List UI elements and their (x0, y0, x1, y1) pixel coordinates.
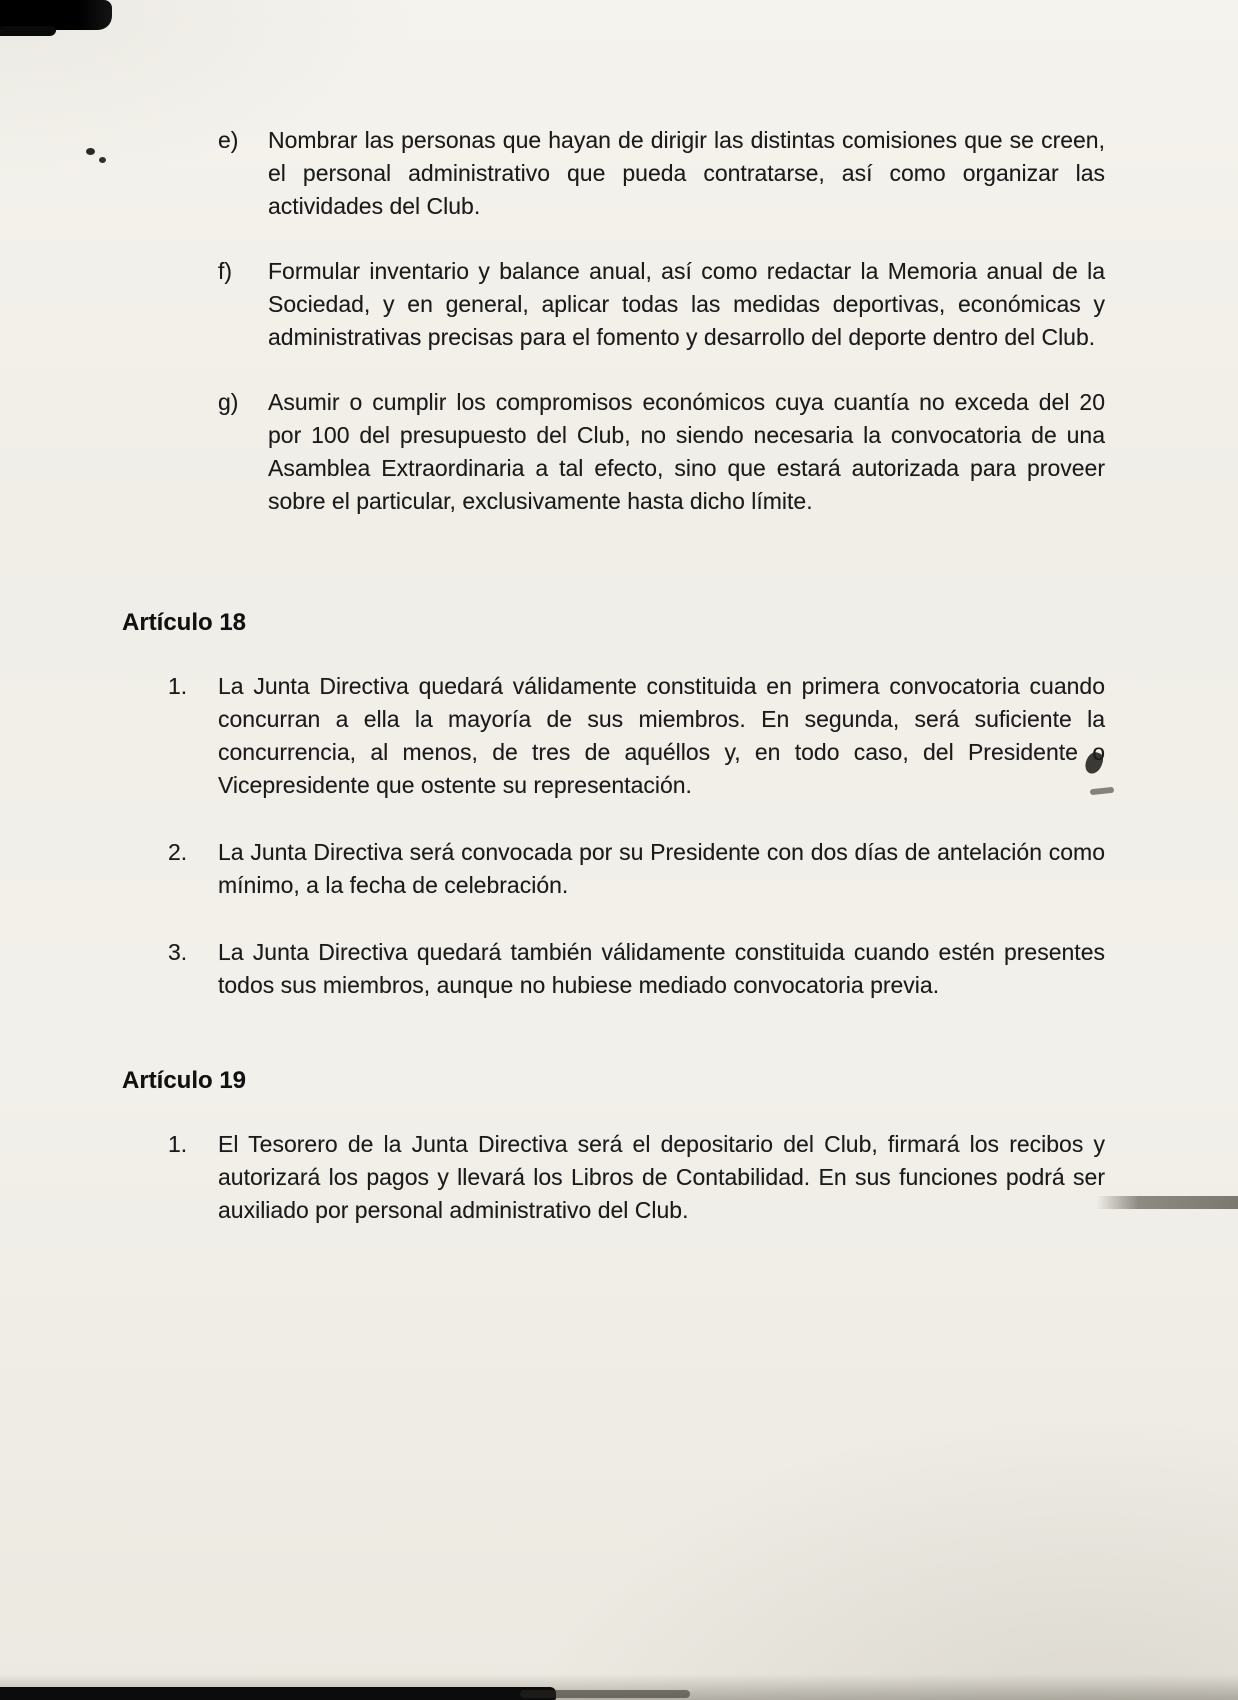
clause-e (218, 124, 1105, 223)
clause-label: f) (218, 258, 233, 284)
clause-g (218, 386, 1105, 518)
item-number: 1. (168, 673, 188, 699)
article-19-items (168, 1128, 1105, 1227)
item-text: La Junta Directiva será convocada por su Presidente con dos días de antelación como mínimo, a la fecha de celebración. (218, 839, 1105, 898)
clause-text: Formular inventario y balance anual, así como redactar la Memoria anual de la Sociedad, y en general, aplicar todas las medidas deportivas, económicas y administrativas precisas para el fomento y desarrollo del deporte dentro del Club. (268, 258, 1105, 350)
article-19-heading: Artículo 19 (122, 1067, 247, 1094)
article-19-item-1 (168, 1128, 1105, 1227)
item-text: La Junta Directiva quedará válidamente constituida en primera convocatoria cuando concurran a ella la mayoría de sus miembros. En segunda, será suficiente la concurrencia, al menos, de tres de aquéllos y, en todo caso, del Presidente o Vicepresidente que ostente su representación. (218, 673, 1105, 798)
clause-text: Asumir o cumplir los compromisos económicos cuya cuantía no exceda del 20 por 100 del presupuesto del Club, no siendo necesaria la convocatoria de una Asamblea Extraordinaria a tal efecto, sino que estará autorizada para proveer sobre el particular, exclusivamente hasta dicho límite. (268, 389, 1105, 514)
lettered-clauses (218, 124, 1105, 518)
item-text: La Junta Directiva quedará también válidamente constituida cuando estén presentes todos sus miembros, aunque no hubiese mediado convocatoria previa. (218, 939, 1105, 998)
scan-bottom-black-bar (0, 1687, 556, 1700)
clause-label: g) (218, 389, 239, 415)
item-number: 3. (168, 939, 188, 965)
clause-f (218, 255, 1105, 354)
item-text: El Tesorero de la Junta Directiva será el depositario del Club, firmará los recibos y autorizará los pagos y llevará los Libros de Contabilidad. En sus funciones podrá ser auxiliado por personal administrativo del Club. (218, 1131, 1105, 1223)
article-18-item-1 (168, 670, 1105, 802)
item-number: 1. (168, 1131, 188, 1157)
article-18-item-3 (168, 936, 1105, 1002)
clause-label: e) (218, 127, 239, 153)
clause-text: Nombrar las personas que hayan de dirigir las distintas comisiones que se creen, el personal administrativo que pueda contratarse, así como organizar las actividades del Club. (268, 127, 1105, 219)
article-18-item-2 (168, 836, 1105, 902)
item-number: 2. (168, 839, 188, 865)
article-18-heading: Artículo 18 (122, 609, 247, 636)
scan-bottom-bar-fade (520, 1690, 690, 1698)
article-18-items (168, 670, 1105, 1002)
